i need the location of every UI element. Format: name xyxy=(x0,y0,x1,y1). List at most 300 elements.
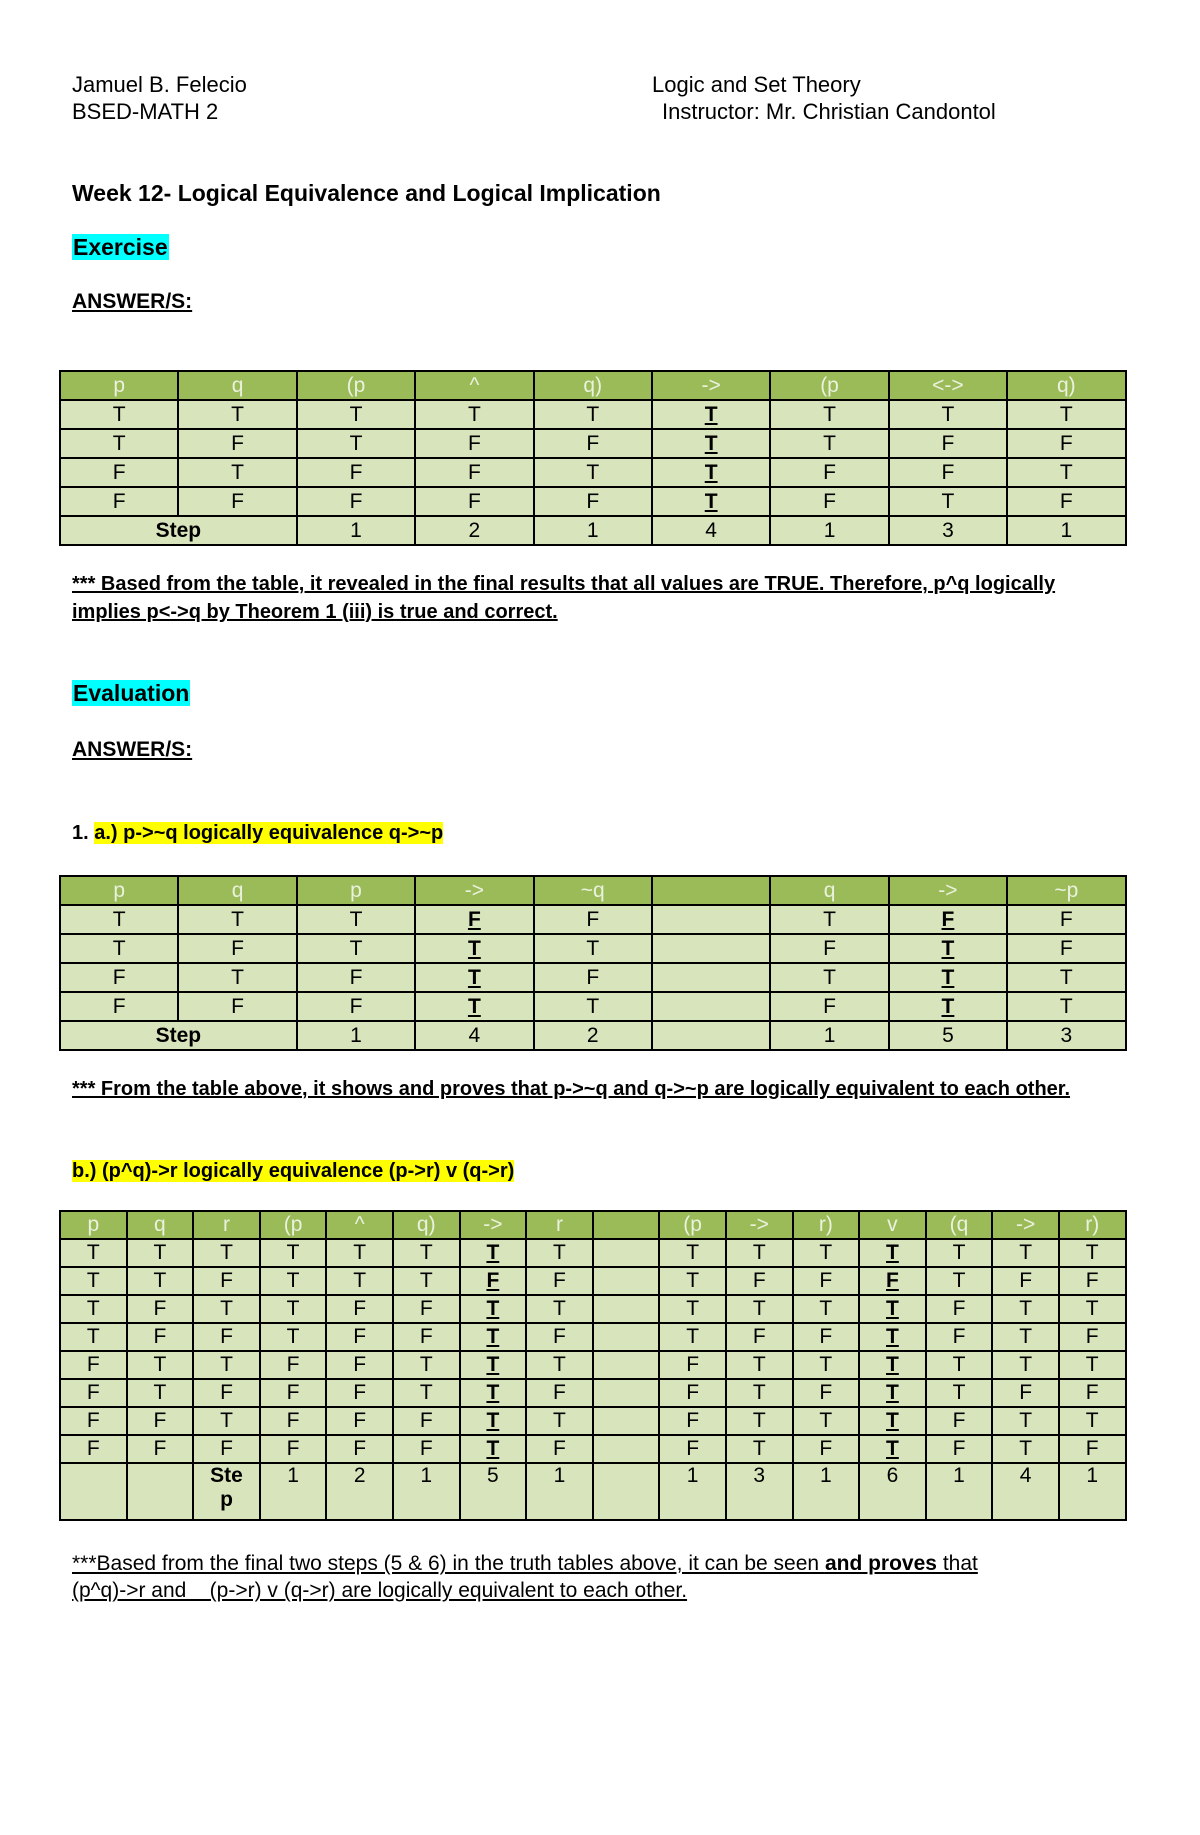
step-cell: 1 xyxy=(793,1463,860,1520)
step-label-part2: p xyxy=(220,1488,233,1511)
table-cell: F xyxy=(659,1435,726,1463)
table-cell: T xyxy=(926,1267,993,1295)
table-cell: F xyxy=(770,487,888,516)
table-cell: F xyxy=(526,1379,593,1407)
table-cell: F xyxy=(1007,429,1125,458)
table-cell: T xyxy=(193,1407,260,1435)
table-cell xyxy=(593,1351,660,1379)
table-header-cell: q) xyxy=(1007,371,1125,400)
step-cell: 1 xyxy=(260,1463,327,1520)
table-cell: F xyxy=(178,429,296,458)
table-cell: F xyxy=(926,1323,993,1351)
table-cell: T xyxy=(659,1295,726,1323)
table-cell: T xyxy=(1007,458,1125,487)
step-cell: 1 xyxy=(770,516,888,545)
table-cell: F xyxy=(534,429,652,458)
table-cell: T xyxy=(260,1295,327,1323)
student-course: BSED-MATH 2 xyxy=(72,99,219,124)
table-header-cell: q) xyxy=(393,1211,460,1239)
table-header-cell: (q xyxy=(926,1211,993,1239)
step-row xyxy=(60,1021,1126,1050)
table-cell: T xyxy=(127,1239,194,1267)
table-cell: T xyxy=(770,400,888,429)
table-header-cell: ^ xyxy=(326,1211,393,1239)
step-cell: 3 xyxy=(1007,1021,1125,1050)
table-cell: F xyxy=(127,1323,194,1351)
table-cell: F xyxy=(770,458,888,487)
table-cell: T xyxy=(297,429,415,458)
note-text: ***Based from the final two steps (5 & 6) in the truth tables above, it can be seen xyxy=(72,1552,825,1575)
exercise-note-line1: *** Based from the table, it revealed in the final results that all values are TRUE. Therefore, p^q logically xyxy=(72,573,1056,595)
table-cell: F xyxy=(297,963,415,992)
table-cell: T xyxy=(127,1351,194,1379)
table-header-cell: -> xyxy=(726,1211,793,1239)
step-cell: 1 xyxy=(534,516,652,545)
evaluation-1a-note: *** From the table above, it shows and proves that p->~q and q->~p are logically equivalent to each other. xyxy=(72,1078,1071,1100)
table-header-cell: -> xyxy=(415,876,533,905)
result-cell: T xyxy=(415,963,533,992)
table-cell: T xyxy=(60,934,178,963)
table-cell: T xyxy=(1059,1295,1126,1323)
table-cell: F xyxy=(1007,487,1125,516)
table-row xyxy=(60,400,1126,429)
table-cell: F xyxy=(260,1407,327,1435)
table-header-cell: p xyxy=(60,371,178,400)
table-cell: T xyxy=(1059,1239,1126,1267)
table-cell xyxy=(652,992,770,1021)
table-cell: T xyxy=(127,1379,194,1407)
table-cell: T xyxy=(534,934,652,963)
table-cell: T xyxy=(260,1323,327,1351)
table-row xyxy=(60,1239,1126,1267)
table-header-row xyxy=(60,1211,1126,1239)
table-cell: T xyxy=(415,400,533,429)
table-header-cell: ~p xyxy=(1007,876,1125,905)
table-cell: F xyxy=(127,1407,194,1435)
table-cell: T xyxy=(260,1267,327,1295)
table-cell: F xyxy=(534,487,652,516)
table-cell: F xyxy=(526,1323,593,1351)
table-header-cell: q xyxy=(127,1211,194,1239)
table-row xyxy=(60,487,1126,516)
subject-title: Logic and Set Theory xyxy=(652,72,861,97)
table-cell xyxy=(652,905,770,934)
student-name: Jamuel B. Felecio xyxy=(72,72,247,97)
table-cell: T xyxy=(1059,1407,1126,1435)
step-label xyxy=(193,1463,260,1520)
table-cell: T xyxy=(260,1239,327,1267)
table-cell xyxy=(593,1379,660,1407)
evaluation-answers-label: ANSWER/S: xyxy=(72,738,193,761)
table-cell: T xyxy=(60,1267,127,1295)
step-cell: 4 xyxy=(415,1021,533,1050)
table-header-cell: r) xyxy=(1059,1211,1126,1239)
table-cell: F xyxy=(415,429,533,458)
table-cell: F xyxy=(193,1323,260,1351)
table-cell: T xyxy=(393,1379,460,1407)
table-row xyxy=(60,905,1126,934)
table-cell: T xyxy=(992,1435,1059,1463)
table-cell: T xyxy=(393,1267,460,1295)
table-cell: F xyxy=(193,1267,260,1295)
step-cell: 2 xyxy=(415,516,533,545)
table-cell: F xyxy=(1059,1323,1126,1351)
table-cell: F xyxy=(1059,1267,1126,1295)
result-cell: T xyxy=(889,934,1007,963)
table-cell: F xyxy=(393,1323,460,1351)
table-header-cell: <-> xyxy=(889,371,1007,400)
table-cell: F xyxy=(297,992,415,1021)
table-header-cell: p xyxy=(297,876,415,905)
table-row xyxy=(60,1267,1126,1295)
table-cell: F xyxy=(726,1267,793,1295)
table-row xyxy=(60,934,1126,963)
table-cell: T xyxy=(60,429,178,458)
step-row xyxy=(60,1463,1126,1520)
table-cell: T xyxy=(393,1239,460,1267)
result-cell: T xyxy=(859,1435,926,1463)
table-cell xyxy=(593,1295,660,1323)
table-cell: F xyxy=(60,1379,127,1407)
table-cell: F xyxy=(127,1435,194,1463)
table-row xyxy=(60,1407,1126,1435)
table-cell: T xyxy=(526,1239,593,1267)
table-cell xyxy=(593,1267,660,1295)
table-header-row xyxy=(60,876,1126,905)
table-cell: T xyxy=(1007,400,1125,429)
table-header-cell: r xyxy=(526,1211,593,1239)
table-cell: T xyxy=(60,1239,127,1267)
table-cell: T xyxy=(992,1239,1059,1267)
table-cell: T xyxy=(770,905,888,934)
table-cell: T xyxy=(127,1267,194,1295)
table-cell: F xyxy=(926,1435,993,1463)
question-1a-text: a.) p->~q logically equivalence q->~p xyxy=(94,822,444,844)
table-cell: T xyxy=(659,1267,726,1295)
result-cell: T xyxy=(859,1407,926,1435)
table-header-cell: p xyxy=(60,1211,127,1239)
table-cell: T xyxy=(793,1407,860,1435)
step-cell: 6 xyxy=(859,1463,926,1520)
table-header-row xyxy=(60,371,1126,400)
evaluation-1b-truth-table xyxy=(59,1210,1127,1521)
table-cell: F xyxy=(992,1267,1059,1295)
table-cell: F xyxy=(793,1435,860,1463)
table-cell: T xyxy=(326,1267,393,1295)
table-header-cell: (p xyxy=(297,371,415,400)
table-cell xyxy=(593,1435,660,1463)
table-row xyxy=(60,429,1126,458)
exercise-truth-table xyxy=(59,370,1127,546)
result-cell: T xyxy=(859,1323,926,1351)
step-cell: 5 xyxy=(889,1021,1007,1050)
table-cell: F xyxy=(1007,934,1125,963)
table-cell: T xyxy=(178,400,296,429)
table-cell: T xyxy=(726,1407,793,1435)
exercise-label: Exercise xyxy=(73,234,168,260)
step-cell: 1 xyxy=(393,1463,460,1520)
table-cell: F xyxy=(770,934,888,963)
table-header-cell: ~q xyxy=(534,876,652,905)
step-label: Step xyxy=(60,1021,297,1050)
table-row xyxy=(60,458,1126,487)
table-cell: F xyxy=(326,1379,393,1407)
table-cell: T xyxy=(659,1323,726,1351)
table-cell: T xyxy=(926,1239,993,1267)
table-cell: T xyxy=(60,1295,127,1323)
question-number: 1. xyxy=(72,822,89,844)
step-cell xyxy=(652,1021,770,1050)
table-row xyxy=(60,992,1126,1021)
step-cell xyxy=(593,1463,660,1520)
table-cell: T xyxy=(60,905,178,934)
table-cell: T xyxy=(297,905,415,934)
exercise-note-line2: implies p<->q by Theorem 1 (iii) is true and correct. xyxy=(72,601,558,623)
table-cell: F xyxy=(889,429,1007,458)
table-cell: F xyxy=(1007,905,1125,934)
step-label-part1: Ste xyxy=(210,1464,243,1487)
result-cell: T xyxy=(859,1295,926,1323)
table-cell: T xyxy=(526,1351,593,1379)
evaluation-label: Evaluation xyxy=(73,680,190,706)
table-cell: F xyxy=(60,1407,127,1435)
table-row xyxy=(60,963,1126,992)
table-cell: T xyxy=(178,963,296,992)
table-cell: T xyxy=(534,458,652,487)
step-cell: 1 xyxy=(926,1463,993,1520)
result-cell: T xyxy=(859,1379,926,1407)
table-cell: T xyxy=(178,458,296,487)
table-cell: T xyxy=(726,1351,793,1379)
table-cell: F xyxy=(889,458,1007,487)
step-cell: 5 xyxy=(460,1463,527,1520)
table-row xyxy=(60,1295,1126,1323)
evaluation-1b-note-line2: (p^q)->r and (p->r) v (q->r) are logically equivalent to each other. xyxy=(72,1579,688,1602)
table-header-cell: -> xyxy=(992,1211,1059,1239)
step-cell: 1 xyxy=(659,1463,726,1520)
table-cell: F xyxy=(260,1435,327,1463)
note-emphasis: and proves xyxy=(824,1552,937,1575)
table-cell xyxy=(593,1239,660,1267)
table-cell: T xyxy=(393,1351,460,1379)
table-cell: F xyxy=(926,1295,993,1323)
step-cell: 1 xyxy=(770,1021,888,1050)
table-cell: T xyxy=(889,400,1007,429)
result-cell: T xyxy=(652,487,770,516)
table-header-cell: q xyxy=(178,371,296,400)
table-cell: F xyxy=(60,963,178,992)
table-cell: F xyxy=(534,963,652,992)
result-cell: T xyxy=(889,992,1007,1021)
result-cell: T xyxy=(460,1407,527,1435)
evaluation-1a-truth-table xyxy=(59,875,1127,1051)
table-cell: F xyxy=(534,905,652,934)
table-cell: T xyxy=(1007,963,1125,992)
table-cell xyxy=(593,1323,660,1351)
result-cell: F xyxy=(889,905,1007,934)
table-header-cell: (p xyxy=(260,1211,327,1239)
step-cell: 3 xyxy=(726,1463,793,1520)
step-cell: 1 xyxy=(1007,516,1125,545)
table-cell: T xyxy=(889,487,1007,516)
table-cell: T xyxy=(992,1407,1059,1435)
table-header-cell: (p xyxy=(659,1211,726,1239)
table-cell: T xyxy=(193,1351,260,1379)
table-cell: T xyxy=(793,1295,860,1323)
result-cell: T xyxy=(415,934,533,963)
question-1b-text: b.) (p^q)->r logically equivalence (p->r) v (q->r) xyxy=(72,1160,515,1182)
table-cell: F xyxy=(297,487,415,516)
table-cell: F xyxy=(178,992,296,1021)
result-cell: T xyxy=(415,992,533,1021)
table-cell: T xyxy=(770,429,888,458)
table-cell: F xyxy=(178,487,296,516)
table-header-cell: -> xyxy=(460,1211,527,1239)
result-cell: F xyxy=(859,1267,926,1295)
result-cell: T xyxy=(460,1323,527,1351)
step-cell: 2 xyxy=(534,1021,652,1050)
table-cell: F xyxy=(393,1407,460,1435)
table-cell: F xyxy=(926,1407,993,1435)
table-cell: T xyxy=(926,1379,993,1407)
table-cell: T xyxy=(326,1239,393,1267)
table-header-cell: q xyxy=(178,876,296,905)
table-cell: T xyxy=(726,1295,793,1323)
table-header-cell: q) xyxy=(534,371,652,400)
exercise-answers-label: ANSWER/S: xyxy=(72,290,193,313)
result-cell: T xyxy=(652,458,770,487)
table-cell: T xyxy=(726,1435,793,1463)
step-cell: 4 xyxy=(992,1463,1059,1520)
instructor-name: Instructor: Mr. Christian Candontol xyxy=(662,99,996,124)
table-cell: F xyxy=(127,1295,194,1323)
step-cell: 3 xyxy=(889,516,1007,545)
table-header-cell: r) xyxy=(793,1211,860,1239)
table-cell: T xyxy=(178,905,296,934)
table-cell: F xyxy=(60,1435,127,1463)
table-cell: F xyxy=(1059,1379,1126,1407)
table-cell: F xyxy=(326,1407,393,1435)
table-header-cell: (p xyxy=(770,371,888,400)
result-cell: T xyxy=(460,1435,527,1463)
step-row xyxy=(60,516,1126,545)
table-cell: T xyxy=(534,992,652,1021)
table-cell: T xyxy=(926,1351,993,1379)
result-cell: T xyxy=(889,963,1007,992)
table-cell: F xyxy=(297,458,415,487)
table-cell: F xyxy=(326,1323,393,1351)
table-cell xyxy=(593,1407,660,1435)
table-cell: F xyxy=(793,1379,860,1407)
table-cell: F xyxy=(60,992,178,1021)
table-cell: T xyxy=(726,1239,793,1267)
step-cell: 1 xyxy=(297,1021,415,1050)
evaluation-1b-note-line1 xyxy=(72,1550,978,1577)
table-header-cell xyxy=(652,876,770,905)
table-cell: F xyxy=(178,934,296,963)
result-cell: T xyxy=(460,1379,527,1407)
result-cell: T xyxy=(460,1239,527,1267)
table-cell: F xyxy=(393,1295,460,1323)
step-label: Step xyxy=(60,516,297,545)
step-cell: 4 xyxy=(652,516,770,545)
table-cell: F xyxy=(60,487,178,516)
empty-cell xyxy=(127,1463,194,1520)
table-cell: F xyxy=(60,458,178,487)
table-header-cell: p xyxy=(60,876,178,905)
table-cell: F xyxy=(770,992,888,1021)
result-cell: T xyxy=(460,1295,527,1323)
table-cell: F xyxy=(326,1351,393,1379)
table-cell: T xyxy=(526,1295,593,1323)
result-cell: T xyxy=(652,400,770,429)
table-row xyxy=(60,1379,1126,1407)
table-cell: T xyxy=(60,400,178,429)
result-cell: F xyxy=(415,905,533,934)
table-row xyxy=(60,1435,1126,1463)
table-cell: F xyxy=(659,1351,726,1379)
step-cell: 1 xyxy=(526,1463,593,1520)
result-cell: T xyxy=(652,429,770,458)
page-title: Week 12- Logical Equivalence and Logical Implication xyxy=(72,180,661,206)
table-cell: T xyxy=(793,1239,860,1267)
empty-cell xyxy=(60,1463,127,1520)
table-header-cell: -> xyxy=(889,876,1007,905)
table-cell: F xyxy=(415,487,533,516)
table-cell: T xyxy=(793,1351,860,1379)
step-cell: 1 xyxy=(1059,1463,1126,1520)
table-cell: T xyxy=(659,1239,726,1267)
table-cell: F xyxy=(260,1379,327,1407)
table-cell: F xyxy=(793,1323,860,1351)
table-cell: F xyxy=(793,1267,860,1295)
table-header-cell xyxy=(593,1211,660,1239)
table-cell: F xyxy=(393,1435,460,1463)
table-cell: F xyxy=(659,1407,726,1435)
table-cell xyxy=(652,963,770,992)
table-cell: T xyxy=(992,1295,1059,1323)
table-header-cell: q xyxy=(770,876,888,905)
table-cell: T xyxy=(992,1351,1059,1379)
table-cell: F xyxy=(326,1435,393,1463)
table-cell: F xyxy=(60,1351,127,1379)
table-cell: F xyxy=(193,1379,260,1407)
table-cell: T xyxy=(193,1239,260,1267)
table-cell: F xyxy=(193,1435,260,1463)
table-row xyxy=(60,1323,1126,1351)
table-cell: T xyxy=(1059,1351,1126,1379)
result-cell: F xyxy=(460,1267,527,1295)
table-header-cell: r xyxy=(193,1211,260,1239)
table-cell: T xyxy=(726,1379,793,1407)
step-cell: 1 xyxy=(297,516,415,545)
table-row xyxy=(60,1351,1126,1379)
table-header-cell: ^ xyxy=(415,371,533,400)
table-cell: T xyxy=(193,1295,260,1323)
table-cell: F xyxy=(415,458,533,487)
table-cell: T xyxy=(1007,992,1125,1021)
table-cell: F xyxy=(260,1351,327,1379)
result-cell: T xyxy=(859,1351,926,1379)
table-cell: T xyxy=(770,963,888,992)
table-cell: F xyxy=(726,1323,793,1351)
table-header-cell: -> xyxy=(652,371,770,400)
result-cell: T xyxy=(460,1351,527,1379)
table-cell: F xyxy=(326,1295,393,1323)
table-cell: T xyxy=(297,400,415,429)
table-cell: F xyxy=(992,1379,1059,1407)
table-cell xyxy=(652,934,770,963)
